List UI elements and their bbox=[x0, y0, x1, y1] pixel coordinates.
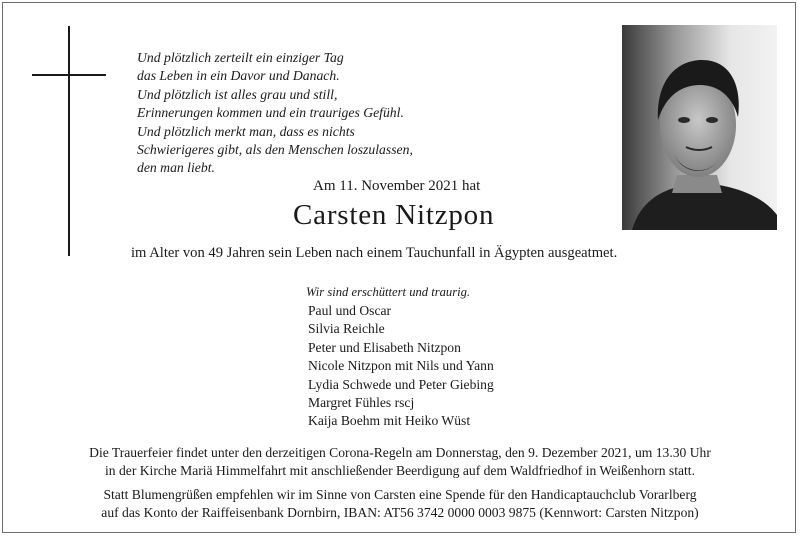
poem-line: Und plötzlich ist alles grau und still, bbox=[137, 86, 338, 102]
donation-line: auf das Konto der Raiffeisenbank Dornbirn, IBAN: AT56 3742 0000 0003 9875 (Kennwort: Carsten Nitzpon) bbox=[101, 504, 699, 520]
donation-line: Statt Blumengrüßen empfehlen wir im Sinne von Carsten eine Spende für den Handicaptauchclub Vorarlberg bbox=[103, 487, 697, 503]
list-item: Peter und Elisabeth Nitzpon bbox=[308, 339, 461, 355]
notes bbox=[20, 444, 780, 528]
list-item: Kaija Boehm mit Heiko Wüst bbox=[308, 413, 471, 429]
poem-line: Und plötzlich merkt man, dass es nichts bbox=[137, 123, 355, 139]
list-item: Silvia Reichle bbox=[308, 321, 385, 337]
poem bbox=[137, 49, 413, 178]
funeral-info bbox=[20, 444, 780, 479]
funeral-line: in der Kirche Mariä Himmelfahrt mit anschließender Beerdigung auf dem Waldfriedhof in Weißenhorn statt. bbox=[105, 462, 695, 478]
list-item: Paul und Oscar bbox=[308, 303, 392, 318]
death-date-line: Am 11. November 2021 hat bbox=[313, 178, 481, 194]
poem-line: Schwierigeres gibt, als den Menschen loszulassen, bbox=[137, 142, 413, 158]
funeral-line: Die Trauerfeier findet unter den derzeitigen Corona-Regeln am Donnerstag, den 9. Dezember 2021, um 13.30 Uhr bbox=[89, 445, 711, 460]
poem-line: Und plötzlich zerteilt ein einziger Tag bbox=[137, 50, 344, 65]
poem-line: Erinnerungen kommen und ein trauriges Gefühl. bbox=[137, 105, 404, 121]
mourners-list bbox=[308, 302, 494, 431]
donation-info bbox=[20, 486, 780, 521]
portrait-photo bbox=[622, 25, 777, 230]
list-item: Nicole Nitzpon mit Nils und Yann bbox=[308, 358, 494, 374]
sorrow-line: Wir sind erschüttert und traurig. bbox=[306, 285, 471, 299]
poem-line: den man liebt. bbox=[137, 160, 215, 176]
list-item: Lydia Schwede und Peter Giebing bbox=[308, 376, 494, 392]
age-line: im Alter von 49 Jahren sein Leben nach einem Tauchunfall in Ägypten ausgeatmet. bbox=[131, 245, 618, 261]
poem-line: das Leben in ein Davor und Danach. bbox=[137, 68, 340, 84]
list-item: Margret Fühles rscj bbox=[308, 395, 415, 411]
deceased-name: Carsten Nitzpon bbox=[293, 199, 495, 231]
